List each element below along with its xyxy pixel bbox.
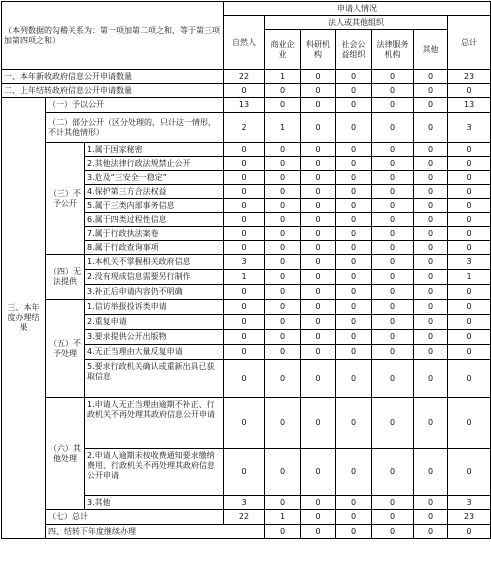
value-cell: 0 [372, 285, 414, 300]
value-cell: 0 [265, 255, 301, 270]
value-cell: 0 [301, 510, 336, 525]
value-cell: 0 [372, 241, 414, 255]
header-total: 总计 [448, 16, 491, 70]
value-cell: 0 [414, 255, 448, 270]
value-cell: 0 [414, 98, 448, 113]
row-label: 2.没有现成信息需要另行制作 [85, 270, 224, 285]
header-natural-person: 自然人 [224, 16, 265, 70]
header-row [2, 2, 491, 16]
value-cell: 0 [372, 199, 414, 213]
value-cell: 0 [448, 185, 491, 199]
value-cell: 0 [224, 143, 265, 157]
value-cell: 0 [265, 330, 301, 345]
row-label: 6.属于四类过程性信息 [85, 213, 224, 227]
value-cell: 13 [448, 98, 491, 113]
row-label: 1.本机关不掌握相关政府信息 [85, 255, 224, 270]
value-cell: 0 [336, 98, 372, 113]
value-cell: 0 [414, 143, 448, 157]
value-cell: 0 [301, 213, 336, 227]
value-cell: 0 [265, 241, 301, 255]
value-cell: 0 [265, 496, 301, 510]
value-cell: 0 [336, 270, 372, 285]
group-label-not-disclosed: （三）不予公开 [46, 143, 85, 255]
value-cell: 0 [372, 315, 414, 330]
value-cell: 0 [336, 199, 372, 213]
value-cell: 0 [336, 496, 372, 510]
value-cell: 0 [448, 227, 491, 241]
value-cell: 0 [372, 525, 414, 539]
value-cell: 0 [448, 330, 491, 345]
value-cell: 0 [265, 84, 301, 98]
value-cell: 0 [336, 241, 372, 255]
value-cell: 0 [336, 330, 372, 345]
value-cell: 0 [265, 398, 301, 449]
header-applicant-info: 申请人情况 [224, 2, 491, 16]
value-cell: 0 [372, 113, 414, 143]
row-label: 1.申请人无正当理由逾期不补正、行政机关不再处理其政府信息公开申请 [85, 398, 224, 449]
value-cell: 0 [336, 255, 372, 270]
value-cell: 3 [448, 255, 491, 270]
value-cell: 0 [414, 70, 448, 84]
value-cell: 0 [372, 345, 414, 360]
value-cell: 0 [265, 360, 301, 398]
value-cell: 0 [336, 171, 372, 185]
value-cell: 0 [372, 70, 414, 84]
row-label: （二）部分公开（区分处理的，只计这一情形，不计其他情形） [46, 113, 224, 143]
row-label: 二、上年结转政府信息公开申请数量 [2, 84, 224, 98]
value-cell: 0 [301, 285, 336, 300]
value-cell: 0 [265, 171, 301, 185]
value-cell: 0 [414, 270, 448, 285]
value-cell: 0 [448, 345, 491, 360]
value-cell: 0 [414, 171, 448, 185]
value-cell: 0 [448, 525, 491, 539]
value-cell: 0 [372, 227, 414, 241]
value-cell: 0 [336, 525, 372, 539]
value-cell: 0 [224, 330, 265, 345]
value-cell: 0 [414, 185, 448, 199]
value-cell: 0 [414, 525, 448, 539]
header-public-welfare: 社会公益组织 [336, 30, 372, 70]
value-cell: 0 [336, 345, 372, 360]
value-cell: 0 [224, 199, 265, 213]
value-cell: 1 [265, 70, 301, 84]
value-cell: 0 [336, 113, 372, 143]
row-label: 4.保护第三方合法权益 [85, 185, 224, 199]
value-cell: 0 [301, 70, 336, 84]
value-cell: 0 [301, 270, 336, 285]
value-cell: 0 [414, 449, 448, 496]
value-cell: 0 [224, 171, 265, 185]
value-cell: 0 [265, 525, 301, 539]
value-cell: 0 [372, 185, 414, 199]
value-cell: 0 [414, 345, 448, 360]
value-cell: 0 [372, 255, 414, 270]
value-cell: 0 [224, 227, 265, 241]
value-cell: 0 [336, 449, 372, 496]
row-label: 8.属于行政查询事项 [85, 241, 224, 255]
value-cell: 1 [265, 510, 301, 525]
value-cell: 0 [372, 330, 414, 345]
header-commercial: 商业企业 [265, 30, 301, 70]
value-cell: 0 [414, 84, 448, 98]
value-cell: 0 [372, 360, 414, 398]
value-cell: 0 [448, 398, 491, 449]
value-cell: 0 [414, 285, 448, 300]
value-cell: 0 [414, 199, 448, 213]
value-cell: 0 [301, 496, 336, 510]
value-cell: 3 [448, 113, 491, 143]
table-row [2, 300, 491, 315]
value-cell: 0 [372, 398, 414, 449]
header-note: （本列数据的勾稽关系为：第一项加第二项之和，等于第三项加第四项之和） [2, 2, 224, 70]
value-cell: 0 [372, 98, 414, 113]
row-label: 3.其他 [85, 496, 224, 510]
value-cell: 0 [336, 185, 372, 199]
value-cell: 0 [448, 315, 491, 330]
header-other: 其他 [414, 30, 448, 70]
value-cell: 0 [265, 213, 301, 227]
value-cell: 0 [372, 300, 414, 315]
value-cell: 0 [224, 213, 265, 227]
value-cell: 0 [265, 143, 301, 157]
value-cell: 0 [336, 285, 372, 300]
value-cell: 23 [448, 70, 491, 84]
value-cell: 0 [336, 398, 372, 449]
value-cell: 0 [448, 241, 491, 255]
value-cell: 0 [301, 315, 336, 330]
value-cell: 0 [301, 360, 336, 398]
value-cell: 0 [224, 84, 265, 98]
value-cell: 0 [448, 213, 491, 227]
value-cell: 0 [224, 360, 265, 398]
value-cell: 23 [448, 510, 491, 525]
value-cell: 0 [336, 315, 372, 330]
section-3-label: 三、本年度办理结果 [2, 98, 46, 539]
disclosure-table [1, 1, 491, 539]
value-cell: 0 [265, 300, 301, 315]
value-cell: 0 [414, 113, 448, 143]
value-cell: 0 [414, 398, 448, 449]
value-cell: 0 [265, 157, 301, 171]
value-cell: 0 [372, 143, 414, 157]
value-cell: 0 [448, 449, 491, 496]
value-cell: 0 [301, 98, 336, 113]
value-cell: 0 [265, 98, 301, 113]
row-label: 1.属于国家秘密 [85, 143, 224, 157]
row-label: 1.信访举报投诉类申请 [85, 300, 224, 315]
value-cell: 0 [301, 199, 336, 213]
value-cell: 0 [265, 449, 301, 496]
value-cell: 13 [224, 98, 265, 113]
value-cell: 0 [301, 241, 336, 255]
group-label-cannot-provide: （四）无法提供 [46, 255, 85, 300]
value-cell: 0 [336, 157, 372, 171]
row-label: 2.重复申请 [85, 315, 224, 330]
value-cell: 0 [372, 171, 414, 185]
row-label: 7.属于行政执法案卷 [85, 227, 224, 241]
value-cell: 0 [336, 300, 372, 315]
row-label: 4.无正当理由大量反复申请 [85, 345, 224, 360]
value-cell: 0 [265, 199, 301, 213]
value-cell: 0 [448, 199, 491, 213]
value-cell: 0 [224, 285, 265, 300]
row-label: 5.要求行政机关确认或重新出具已获取信息 [85, 360, 224, 398]
value-cell: 0 [224, 300, 265, 315]
value-cell: 0 [414, 227, 448, 241]
table-row [2, 510, 491, 525]
value-cell: 0 [414, 300, 448, 315]
row-label: 2.申请人逾期未按收费通知要求缴纳费用、行政机关不再处理其政府信息公开申请 [85, 449, 224, 496]
value-cell: 0 [224, 345, 265, 360]
value-cell: 0 [224, 315, 265, 330]
value-cell: 0 [301, 345, 336, 360]
value-cell: 0 [372, 213, 414, 227]
value-cell: 0 [336, 510, 372, 525]
value-cell: 22 [224, 70, 265, 84]
value-cell: 0 [265, 227, 301, 241]
value-cell: 0 [224, 241, 265, 255]
row-label: 一、本年新收政府信息公开申请数量 [2, 70, 224, 84]
table-row [2, 113, 491, 143]
value-cell: 0 [414, 213, 448, 227]
value-cell: 0 [414, 315, 448, 330]
value-cell: 0 [265, 345, 301, 360]
row-label: 5.属于三类内部事务信息 [85, 199, 224, 213]
value-cell: 0 [448, 360, 491, 398]
value-cell: 0 [336, 360, 372, 398]
table-row [2, 98, 491, 113]
value-cell: 0 [372, 510, 414, 525]
value-cell: 0 [301, 143, 336, 157]
table-row [2, 398, 491, 449]
value-cell: 0 [265, 285, 301, 300]
row-label: 3.要求提供公开出版物 [85, 330, 224, 345]
row-label: （七）总计 [46, 510, 224, 525]
value-cell: 0 [265, 185, 301, 199]
value-cell: 0 [414, 510, 448, 525]
value-cell: 0 [372, 449, 414, 496]
value-cell: 2 [224, 113, 265, 143]
value-cell: 0 [224, 185, 265, 199]
value-cell: 0 [301, 157, 336, 171]
value-cell: 0 [301, 227, 336, 241]
value-cell: 1 [224, 270, 265, 285]
row-label: 2.其他法律行政法规禁止公开 [85, 157, 224, 171]
value-cell: 0 [301, 330, 336, 345]
value-cell: 0 [414, 241, 448, 255]
row-label: 四、结转下年度继续办理 [46, 525, 265, 539]
value-cell: 0 [336, 70, 372, 84]
table-row [2, 84, 491, 98]
value-cell: 22 [224, 510, 265, 525]
value-cell: 0 [301, 84, 336, 98]
value-cell: 0 [336, 84, 372, 98]
value-cell: 0 [372, 157, 414, 171]
group-label-other-processing: （六）其他处理 [46, 398, 85, 510]
table-row [2, 143, 491, 157]
table-row [2, 525, 491, 539]
value-cell: 0 [301, 255, 336, 270]
value-cell: 0 [301, 113, 336, 143]
value-cell: 0 [301, 449, 336, 496]
value-cell: 0 [448, 84, 491, 98]
value-cell: 3 [224, 496, 265, 510]
value-cell: 3 [448, 496, 491, 510]
value-cell: 0 [301, 300, 336, 315]
value-cell: 1 [448, 270, 491, 285]
row-label: 3.补正后申请内容仍不明确 [85, 285, 224, 300]
value-cell: 0 [224, 398, 265, 449]
value-cell: 0 [265, 315, 301, 330]
value-cell: 0 [336, 143, 372, 157]
value-cell: 3 [224, 255, 265, 270]
value-cell: 0 [448, 157, 491, 171]
value-cell: 0 [414, 360, 448, 398]
value-cell: 0 [336, 227, 372, 241]
value-cell: 0 [448, 300, 491, 315]
value-cell: 0 [414, 330, 448, 345]
value-cell: 0 [372, 270, 414, 285]
table-row [2, 70, 491, 84]
header-research: 科研机构 [301, 30, 336, 70]
value-cell: 1 [265, 113, 301, 143]
value-cell: 0 [224, 449, 265, 496]
value-cell: 0 [414, 157, 448, 171]
header-legal-service: 法律服务机构 [372, 30, 414, 70]
value-cell: 0 [336, 213, 372, 227]
value-cell: 0 [265, 270, 301, 285]
header-legal-entity-group: 法人或其他组织 [265, 16, 448, 30]
value-cell: 0 [448, 171, 491, 185]
table-row [2, 255, 491, 270]
value-cell: 0 [301, 525, 336, 539]
value-cell: 0 [448, 285, 491, 300]
value-cell: 0 [301, 398, 336, 449]
value-cell: 0 [372, 496, 414, 510]
value-cell: 0 [448, 143, 491, 157]
row-label: 3.危及“三安全一稳定” [85, 171, 224, 185]
row-label: （一）予以公开 [46, 98, 224, 113]
value-cell: 0 [414, 496, 448, 510]
value-cell: 0 [301, 185, 336, 199]
value-cell: 0 [372, 84, 414, 98]
value-cell: 0 [301, 171, 336, 185]
value-cell: 0 [224, 157, 265, 171]
group-label-not-processed: （五）不予处理 [46, 300, 85, 398]
